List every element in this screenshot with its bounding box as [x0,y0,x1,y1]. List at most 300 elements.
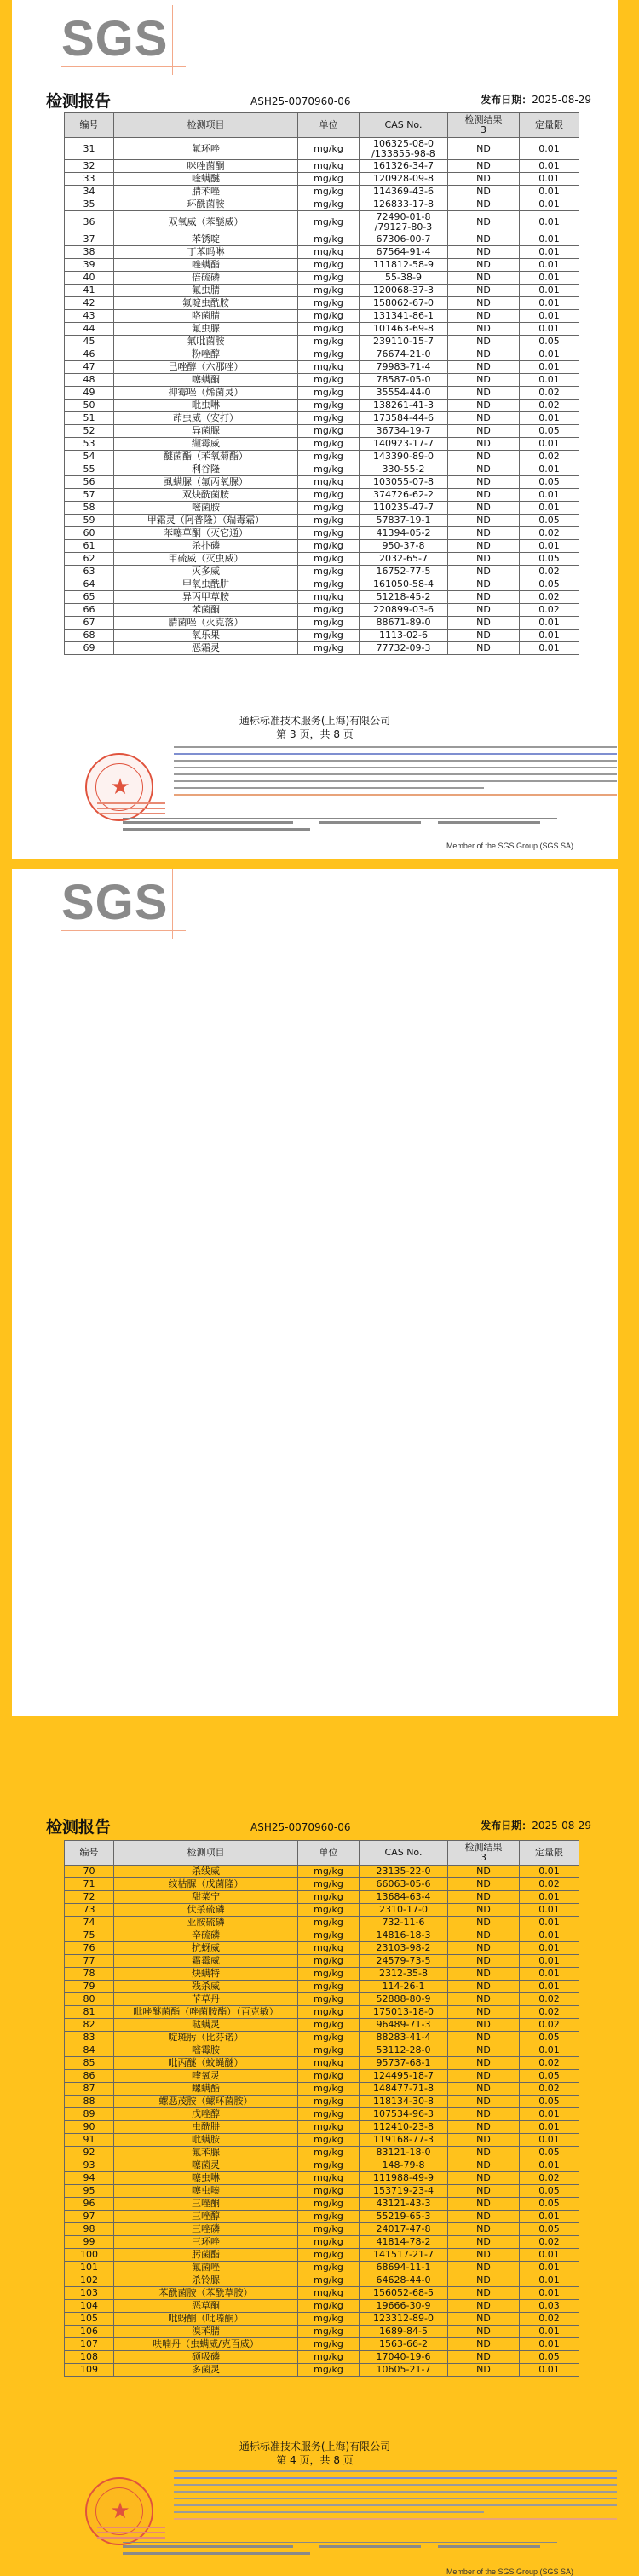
cell-item: 杀扑磷 [114,540,298,553]
cell-cas: 161050-58-4 [360,578,448,591]
cell-item: 杀铃脲 [114,2274,298,2287]
cell-result: ND [448,1968,520,1981]
cell-limit: 0.05 [520,336,579,348]
cell-cas: 78587-05-0 [360,374,448,387]
cell-cas: 732-11-6 [360,1917,448,1929]
cell-no: 74 [65,1917,114,1929]
cell-result: ND [448,2364,520,2377]
cell-cas: 67564-91-4 [360,246,448,259]
header-result [448,113,520,138]
cell-unit: mg/kg [298,2262,360,2274]
cell-cas: 76674-21-0 [360,348,448,361]
table-row [65,2134,579,2147]
cell-result: ND [448,2300,520,2313]
header-unit: 单位 [298,1841,360,1866]
table-row [65,2249,579,2262]
table-row [65,1904,579,1917]
table-row [65,374,579,387]
cell-result: ND [448,527,520,540]
cell-no: 59 [65,515,114,527]
cell-limit: 0.01 [520,297,579,310]
sgs-logo [61,869,186,937]
cell-result: ND [448,502,520,515]
cell-item: 辛硫磷 [114,1929,298,1942]
cell-limit: 0.03 [520,2300,579,2313]
cell-limit: 0.01 [520,2287,579,2300]
cell-cas: 57837-19-1 [360,515,448,527]
table-row [65,272,579,285]
cell-unit: mg/kg [298,515,360,527]
cell-cas: 66063-05-6 [360,1878,448,1891]
cell-no: 40 [65,272,114,285]
table-row [65,540,579,553]
table-row [65,438,579,451]
cell-unit: mg/kg [298,617,360,630]
header-item: 检测项目 [114,113,298,138]
cell-limit: 0.05 [520,2351,579,2364]
cell-no: 86 [65,2070,114,2083]
cell-cas: 107534-96-3 [360,2108,448,2121]
cell-no: 71 [65,1878,114,1891]
results-table-body [65,1866,579,2377]
cell-item: 喹螨醚 [114,173,298,186]
cell-cas: 114369-43-6 [360,186,448,198]
cell-unit: mg/kg [298,186,360,198]
cell-item: 氧乐果 [114,630,298,642]
cell-item: 抑霉唑（烯菌灵） [114,387,298,400]
cell-no: 76 [65,1942,114,1955]
cell-item: 腈苯唑 [114,186,298,198]
cell-limit: 0.05 [520,553,579,566]
cell-cas: 148477-71-8 [360,2083,448,2096]
cell-limit: 0.01 [520,1968,579,1981]
cell-cas: 14816-18-3 [360,1929,448,1942]
cell-no: 93 [65,2159,114,2172]
table-row [65,361,579,374]
cell-unit: mg/kg [298,2326,360,2338]
cell-limit: 0.01 [520,138,579,160]
cell-item: 茚虫威（安打） [114,412,298,425]
cell-unit: mg/kg [298,540,360,553]
cell-limit: 0.05 [520,2032,579,2044]
report-header [46,1814,591,1835]
report-number: ASH25-0070960-06 [250,1821,351,1833]
cell-result: ND [448,1929,520,1942]
cell-no: 102 [65,2274,114,2287]
cell-result: ND [448,2338,520,2351]
cell-item: 吡丙醚（蚊蝇醚） [114,2057,298,2070]
cell-no: 75 [65,1929,114,1942]
cell-unit: mg/kg [298,348,360,361]
cell-item: 吡虫啉 [114,400,298,412]
cell-limit: 0.01 [520,463,579,476]
cell-result: ND [448,463,520,476]
cell-result: ND [448,425,520,438]
table-row [65,1942,579,1955]
disclaimer-text [174,746,617,801]
cell-no: 62 [65,553,114,566]
cell-unit: mg/kg [298,1993,360,2006]
table-row [65,2121,579,2134]
cell-cas: 374726-62-2 [360,489,448,502]
cell-limit: 0.05 [520,2147,579,2159]
cell-unit: mg/kg [298,198,360,211]
cell-unit: mg/kg [298,553,360,566]
cell-cas: 103055-07-8 [360,476,448,489]
cell-cas: 88671-89-0 [360,617,448,630]
table-row [65,578,579,591]
cell-result: ND [448,1955,520,1968]
cell-result: ND [448,2313,520,2326]
cell-no: 73 [65,1904,114,1917]
cell-limit: 0.02 [520,387,579,400]
table-row [65,2287,579,2300]
cell-result: ND [448,2121,520,2134]
cell-no: 35 [65,198,114,211]
cell-cas: 1689-84-5 [360,2326,448,2338]
cell-cas: 95737-68-1 [360,2057,448,2070]
cell-result: ND [448,1981,520,1993]
report-header [46,89,591,109]
report-date [481,1818,591,1832]
cell-result: ND [448,642,520,655]
sgs-logo-text: SGS [61,11,169,66]
cell-no: 53 [65,438,114,451]
cell-unit: mg/kg [298,2300,360,2313]
cell-cas: 13684-63-4 [360,1891,448,1904]
cell-limit: 0.01 [520,259,579,272]
cell-cas: 111812-58-9 [360,259,448,272]
table-row [65,502,579,515]
cell-no: 97 [65,2211,114,2223]
table-row [65,1955,579,1968]
results-table-body [65,138,579,655]
cell-no: 79 [65,1981,114,1993]
cell-result: ND [448,160,520,173]
cell-cas: 111988-49-9 [360,2172,448,2185]
cell-no: 106 [65,2326,114,2338]
cell-no: 51 [65,412,114,425]
cell-result: ND [448,285,520,297]
cell-result: ND [448,2108,520,2121]
cell-limit: 0.02 [520,2083,579,2096]
cell-cas: 24579-73-5 [360,1955,448,1968]
cell-unit: mg/kg [298,173,360,186]
cell-item: 异菌脲 [114,425,298,438]
cell-limit: 0.01 [520,502,579,515]
table-row [65,2300,579,2313]
cell-cas: 124495-18-7 [360,2070,448,2083]
cell-cas: 120928-09-8 [360,173,448,186]
cell-result: ND [448,310,520,323]
table-header-row [65,1841,579,1866]
cell-limit: 0.01 [520,2121,579,2134]
cell-unit: mg/kg [298,2198,360,2211]
cell-cas: 2312-35-8 [360,1968,448,1981]
cell-limit: 0.01 [520,2262,579,2274]
cell-limit: 0.01 [520,1904,579,1917]
cell-cas: 106325-08-0 /133855-98-8 [360,138,448,160]
cell-item: 杀线威 [114,1866,298,1878]
cell-item: 螺螨酯 [114,2083,298,2096]
cell-limit: 0.01 [520,2326,579,2338]
cell-cas: 83121-18-0 [360,2147,448,2159]
cell-cas: 64628-44-0 [360,2274,448,2287]
cell-limit: 0.01 [520,285,579,297]
cell-cas: 2310-17-0 [360,1904,448,1917]
cell-result: ND [448,2134,520,2147]
cell-no: 42 [65,297,114,310]
cell-item: 嘧菌胺 [114,502,298,515]
cell-cas: 96489-71-3 [360,2019,448,2032]
table-row [65,323,579,336]
cell-no: 32 [65,160,114,173]
cell-result: ND [448,489,520,502]
cell-item: 恶霜灵 [114,642,298,655]
cell-cas: 16752-77-5 [360,566,448,578]
cell-limit: 0.02 [520,591,579,604]
cell-limit: 0.01 [520,2044,579,2057]
table-row [65,186,579,198]
cell-limit: 0.02 [520,1878,579,1891]
cell-item: 甜菜宁 [114,1891,298,1904]
table-row [65,173,579,186]
header-result-line1: 检测结果 [464,1842,503,1853]
cell-item: 抗蚜威 [114,1942,298,1955]
cell-no: 109 [65,2364,114,2377]
cell-result: ND [448,438,520,451]
table-row [65,2172,579,2185]
cell-item: 啶斑肟（比芬诺） [114,2032,298,2044]
cell-item: 苯噻草酮（灭它通） [114,527,298,540]
cell-cas: 173584-44-6 [360,412,448,425]
cell-item: 三唑磷 [114,2223,298,2236]
cell-unit: mg/kg [298,2019,360,2032]
table-row [65,1993,579,2006]
cell-result: ND [448,578,520,591]
table-row [65,451,579,463]
cell-limit: 0.01 [520,438,579,451]
table-row [65,198,579,211]
cell-result: ND [448,1904,520,1917]
cell-unit: mg/kg [298,463,360,476]
cell-result: ND [448,173,520,186]
cell-cas: 41814-78-2 [360,2236,448,2249]
cell-cas: 239110-15-7 [360,336,448,348]
cell-limit: 0.01 [520,198,579,211]
cell-result: ND [448,2262,520,2274]
cell-limit: 0.02 [520,566,579,578]
cell-limit: 0.01 [520,173,579,186]
cell-no: 91 [65,2134,114,2147]
cell-unit: mg/kg [298,1968,360,1981]
cell-no: 105 [65,2313,114,2326]
cell-limit: 0.01 [520,1955,579,1968]
table-row [65,476,579,489]
cell-no: 100 [65,2249,114,2262]
table-row [65,2057,579,2070]
table-row [65,630,579,642]
cell-limit: 0.05 [520,2185,579,2198]
report-date [481,92,591,106]
cell-item: 腈菌唑（灭克落） [114,617,298,630]
cell-cas: 23103-98-2 [360,1942,448,1955]
cell-result: ND [448,566,520,578]
cell-unit: mg/kg [298,2223,360,2236]
cell-cas: 175013-18-0 [360,2006,448,2019]
header-limit: 定量限 [520,1841,579,1866]
cell-result: ND [448,211,520,233]
cell-item: 苯酰菌胺（苯酰草胺） [114,2287,298,2300]
header-limit: 定量限 [520,113,579,138]
cell-unit: mg/kg [298,425,360,438]
cell-unit: mg/kg [298,502,360,515]
cell-cas: 88283-41-4 [360,2032,448,2044]
seal-star-icon: ★ [110,2498,130,2524]
table-row [65,515,579,527]
seal-star-icon: ★ [110,774,130,800]
cell-unit: mg/kg [298,310,360,323]
cell-no: 46 [65,348,114,361]
cell-limit: 0.01 [520,1891,579,1904]
cell-unit: mg/kg [298,2044,360,2057]
table-header-row [65,113,579,138]
cell-item: 霜霉威 [114,1955,298,1968]
table-row [65,2044,579,2057]
table-row [65,2236,579,2249]
cell-unit: mg/kg [298,1891,360,1904]
cell-no: 107 [65,2338,114,2351]
cell-result: ND [448,540,520,553]
cell-cas: 101463-69-8 [360,323,448,336]
cell-unit: mg/kg [298,272,360,285]
cell-unit: mg/kg [298,2364,360,2377]
cell-no: 43 [65,310,114,323]
cell-unit: mg/kg [298,2108,360,2121]
cell-unit: mg/kg [298,323,360,336]
cell-limit: 0.01 [520,1917,579,1929]
cell-cas: 156052-68-5 [360,2287,448,2300]
cell-item: 三唑醇 [114,2211,298,2223]
logo-divider-horizontal [61,66,186,67]
cell-no: 56 [65,476,114,489]
cell-unit: mg/kg [298,2351,360,2364]
results-table [64,112,579,655]
table-row [65,1866,579,1878]
cell-limit: 0.01 [520,2338,579,2351]
table-row [65,2096,579,2108]
cell-item: 唑螨酯 [114,259,298,272]
page-number: 第 3 页，共 8 页 [276,728,354,740]
logo-divider-horizontal [61,930,186,931]
cell-no: 61 [65,540,114,553]
cell-no: 99 [65,2236,114,2249]
cell-item: 溴苯腈 [114,2326,298,2338]
cell-no: 60 [65,527,114,540]
cell-no: 58 [65,502,114,515]
cell-no: 72 [65,1891,114,1904]
cell-result: ND [448,2185,520,2198]
cell-result: ND [448,400,520,412]
cell-item: 噻菌灵 [114,2159,298,2172]
cell-cas: 67306-00-7 [360,233,448,246]
cell-no: 90 [65,2121,114,2134]
cell-item: 氟环唑 [114,138,298,160]
cell-no: 52 [65,425,114,438]
cell-no: 65 [65,591,114,604]
address-row [123,2542,557,2559]
cell-cas: 161326-34-7 [360,160,448,173]
cell-item: 倍硫磷 [114,272,298,285]
cell-no: 54 [65,451,114,463]
cell-limit: 0.01 [520,540,579,553]
cell-no: 68 [65,630,114,642]
cell-cas: 55219-65-3 [360,2211,448,2223]
cell-item: 噻螨酮 [114,374,298,387]
logo-divider-vertical [172,869,173,939]
table-row [65,553,579,566]
cell-result: ND [448,591,520,604]
cell-item: 噻虫啉 [114,2172,298,2185]
cell-limit: 0.05 [520,2070,579,2083]
cell-item: 虫酰肼 [114,2121,298,2134]
cell-no: 50 [65,400,114,412]
cell-result: ND [448,2032,520,2044]
cell-result: ND [448,2211,520,2223]
cell-no: 45 [65,336,114,348]
cell-cas: 140923-17-7 [360,438,448,451]
cell-no: 57 [65,489,114,502]
cell-result: ND [448,2326,520,2338]
table-row [65,591,579,604]
cell-result: ND [448,2223,520,2236]
cell-result: ND [448,259,520,272]
table-row [65,2006,579,2019]
cell-result: ND [448,138,520,160]
cell-item: 甲硫威（灭虫威） [114,553,298,566]
cell-limit: 0.01 [520,374,579,387]
cell-result: ND [448,2274,520,2287]
cell-unit: mg/kg [298,336,360,348]
table-row [65,642,579,655]
cell-limit: 0.01 [520,1981,579,1993]
header-result [448,1841,520,1866]
cell-no: 84 [65,2044,114,2057]
logo-divider-vertical [172,5,173,75]
cell-unit: mg/kg [298,2211,360,2223]
cell-no: 87 [65,2083,114,2096]
cell-result: ND [448,2172,520,2185]
cell-item: 双炔酰菌胺 [114,489,298,502]
cell-limit: 0.01 [520,2134,579,2147]
cell-cas: 35554-44-0 [360,387,448,400]
cell-item: 吡蚜酮（吡嗪酮） [114,2313,298,2326]
header-cas: CAS No. [360,1841,448,1866]
cell-no: 55 [65,463,114,476]
table-row [65,463,579,476]
table-row [65,2338,579,2351]
cell-limit: 0.02 [520,2006,579,2019]
cell-cas: 112410-23-8 [360,2121,448,2134]
cell-no: 69 [65,642,114,655]
cell-unit: mg/kg [298,2236,360,2249]
cell-item: 甲霜灵（阿普隆）（瑞毒霜） [114,515,298,527]
table-row [65,233,579,246]
cell-cas: 51218-45-2 [360,591,448,604]
cell-result: ND [448,2083,520,2096]
cell-result: ND [448,412,520,425]
cell-limit: 0.01 [520,310,579,323]
